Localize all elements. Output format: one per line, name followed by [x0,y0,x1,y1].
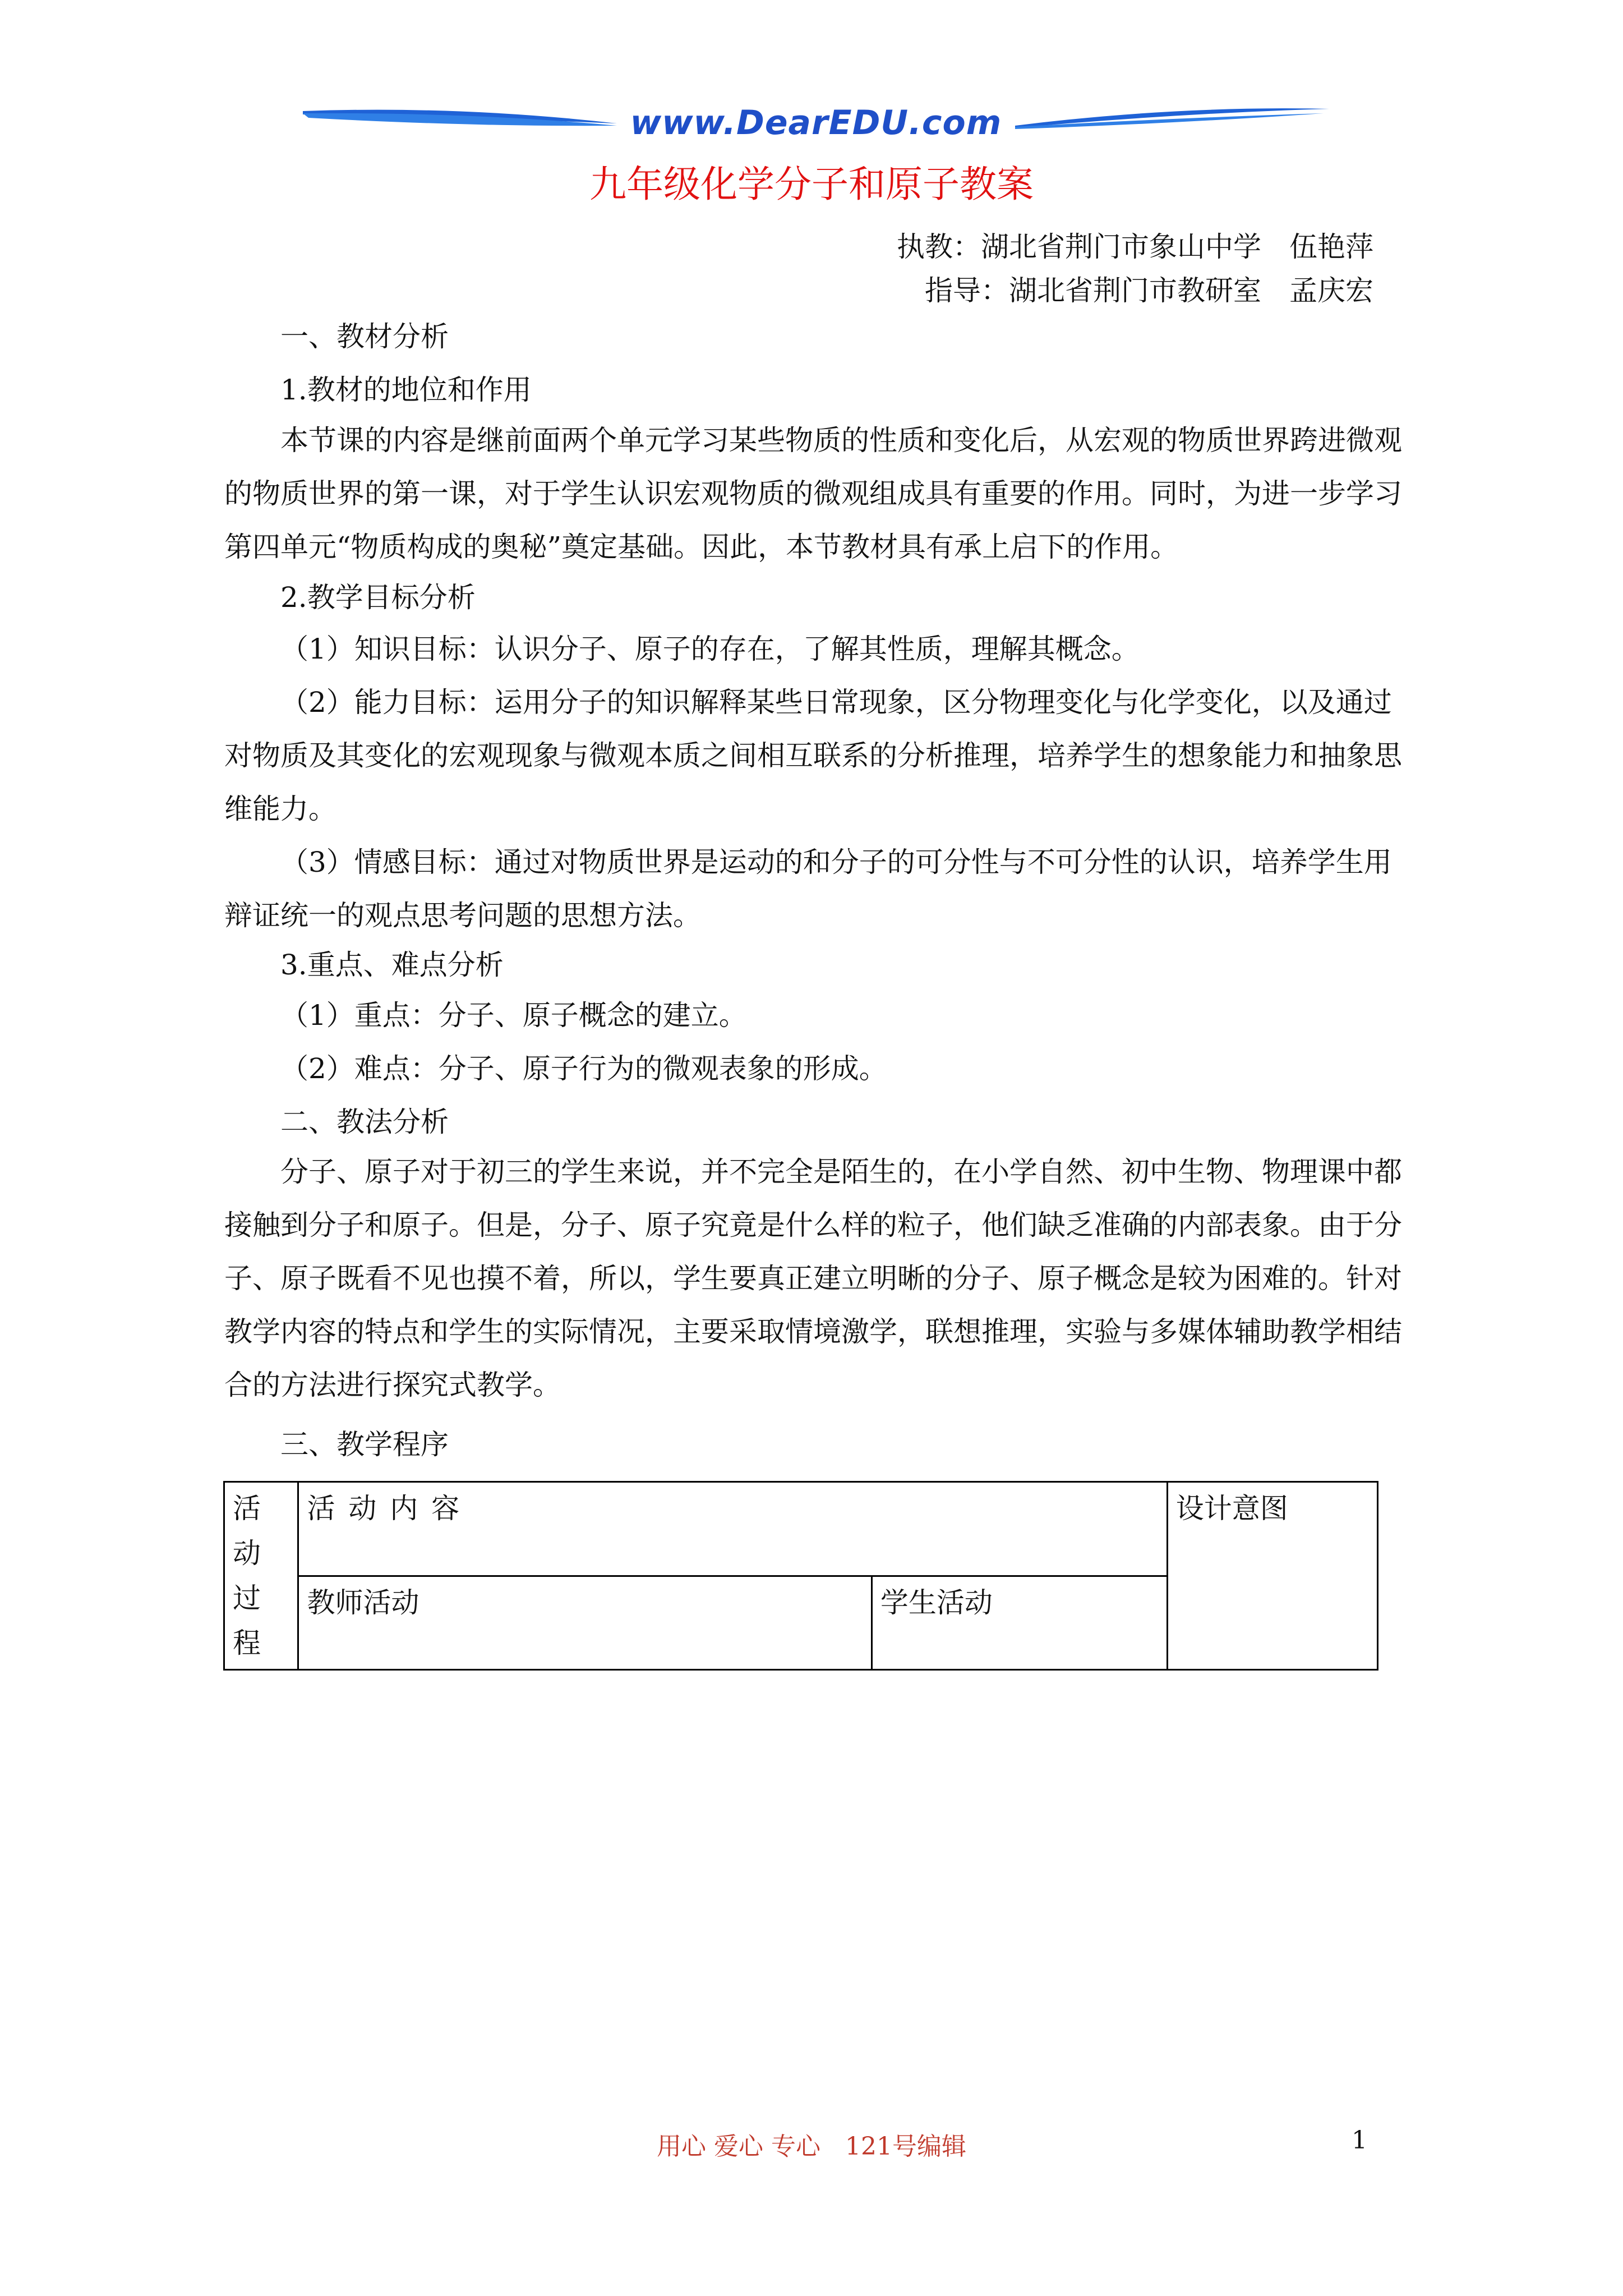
difficulty-point: （2）难点：分子、原子行为的微观表象的形成。 [280,1052,887,1085]
table-header-teacher: 教师活动 [298,1576,872,1670]
table-header-content: 活 动 内 容 [298,1482,1167,1576]
site-banner-text: www.DearEDU.com [630,103,1002,142]
goal-text: （1）知识目标：认识分子、原子的存在，了解其性质，理解其概念。 [280,633,1140,665]
paragraph-text: 本节课的内容是继前面两个单元学习某些物质的性质和变化后，从宏观的物质世界跨进微观的物质世界的第一课，对于学生认识宏观物质的微观组成具有重要的作用。同时，为进一步学习第四单元“物质构成的奥秘”奠定基础。因此，本节教材具有承上启下的作用。 [224,424,1402,563]
goal-item [224,623,1413,676]
section-heading: 二、教法分析 [280,1106,449,1138]
teaching-procedure-table [223,1481,1378,1671]
advisor-line: 指导：湖北省荆门市教研室 孟庆宏 [925,274,1373,307]
table-header-process: 活 动 过程 [224,1482,298,1670]
goal-text: （2）能力目标：运用分子的知识解释某些日常现象，区分物理变化与化学变化，以及通过对物质及其变化的宏观现象与微观本质之间相互联系的分析推理，培养学生的想象能力和抽象思维能力。 [224,686,1402,825]
goal-item [224,836,1413,942]
subsection-heading: 3.重点、难点分析 [280,949,504,981]
paragraph [224,414,1413,574]
section-heading: 一、教材分析 [280,320,449,353]
key-point: （1）重点：分子、原子概念的建立。 [280,999,747,1032]
table-header-student: 学生活动 [872,1576,1167,1670]
teacher-line: 执教：湖北省荆门市象山中学 伍艳萍 [897,231,1373,263]
subsection-heading: 1.教材的地位和作用 [280,374,532,406]
paragraph-text: 分子、原子对于初三的学生来说，并不完全是陌生的，在小学自然、初中生物、物理课中都接触到分子和原子。但是，分子、原子究竟是什么样的粒子，他们缺乏准确的内部表象。由于分子、原子既看不见也摸不着，所以，学生要真正建立明晰的分子、原子概念是较为困难的。针对教学内容的特点和学生的实际情况，主要采取情境激学，联想推理，实验与多媒体辅助教学相结合的方法进行探究式教学。 [224,1156,1402,1401]
section-heading: 三、教学程序 [280,1428,449,1461]
document-title: 九年级化学分子和原子教案 [589,163,1034,206]
table-header-intent: 设计意图 [1167,1482,1377,1670]
paragraph [224,1145,1413,1412]
goal-item [224,676,1413,836]
footer-slogan: 用心 爱心 专心 121号编辑 [657,2132,966,2161]
page-number: 1 [1352,2126,1367,2155]
site-banner [303,101,1329,146]
goal-text: （3）情感目标：通过对物质世界是运动的和分子的可分性与不可分性的认识，培养学生用辩证统一的观点思考问题的思想方法。 [224,846,1392,932]
subsection-heading: 2.教学目标分析 [280,581,476,614]
